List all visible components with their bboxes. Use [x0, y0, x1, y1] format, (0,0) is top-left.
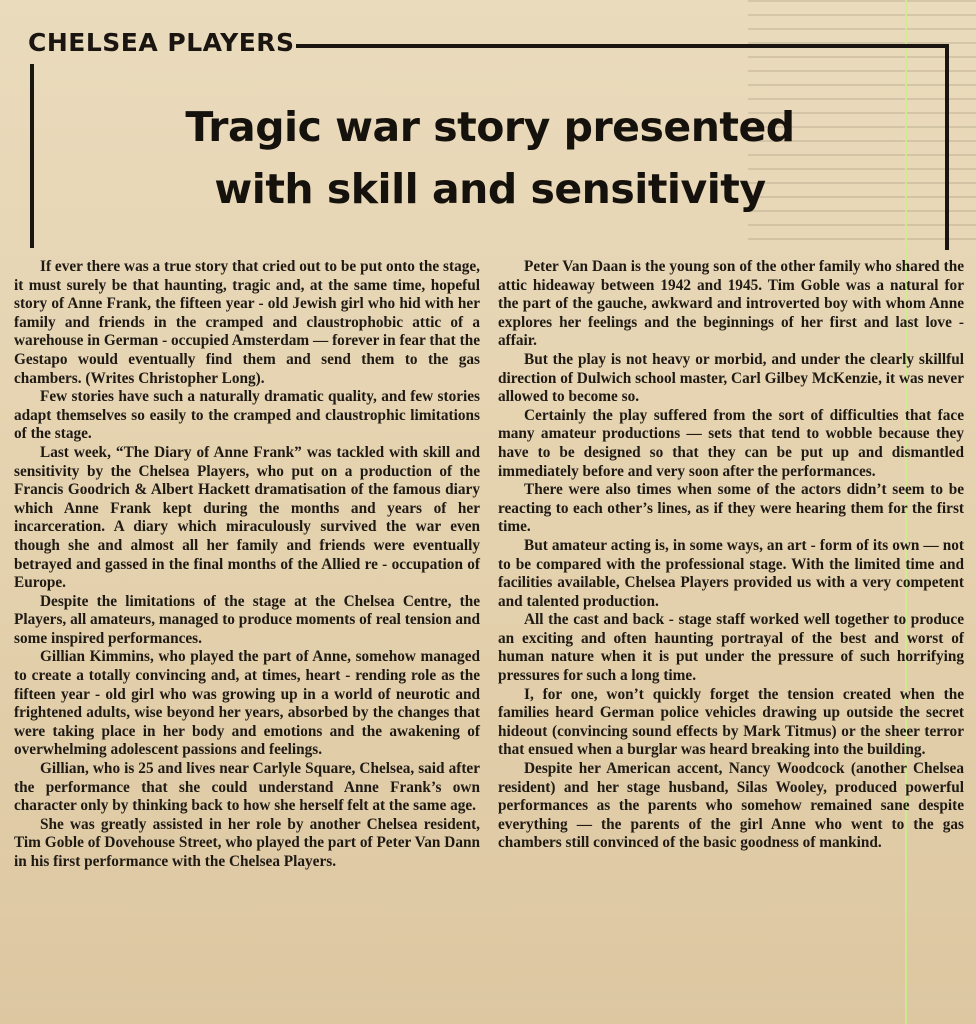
paragraph: Despite the limitations of the stage at the Chelsea Centre, the Players, all amateurs, managed to produce moments of real tension and some inspired performances. [14, 592, 480, 647]
paragraph: There were also times when some of the actors didn’t seem to be reacting to each other’s lines, as if they were hearing them for the first time. [498, 481, 964, 536]
paragraph: But the play is not heavy or morbid, and under the clearly skillful direction of Dulwich school master, Carl Gilbey McKenzie, it was never allowed to become so. [498, 350, 964, 406]
headline-line-2: with skill and sensitivity [214, 165, 766, 213]
headline-box-right-rule [945, 44, 949, 250]
headline-box-top-rule [296, 44, 948, 48]
headline-box-left-rule [30, 64, 34, 248]
paragraph: Last week, “The Diary of Anne Frank” was tackled with skill and sensitivity by the Chelsea Players, who put on a production of the Francis Goodrich & Albert Hackett dramatisation of the famous diary which Anne Frank kept during the months and years of her incarceration. A diary which miraculously survived the war even though she and almost all her family and friends were eventually betrayed and gassed in the final months of the Allied re - occupation of Europe. [14, 443, 480, 592]
paragraph: But amateur acting is, in some ways, an art - form of its own — not to be compared with the professional stage. With the limited time and facilities available, Chelsea Players provided us with a very competent and talented production. [498, 536, 964, 610]
paragraph: All the cast and back - stage staff worked well together to produce an exciting and often haunting portrayal of the best and worst of human nature when it is put under the pressure of such horrifying pressures for such a long time. [498, 611, 964, 685]
paragraph: Despite her American accent, Nancy Woodcock (another Chelsea resident) and her stage husband, Silas Wooley, produced powerful performances as the parents who somehow remained sane despite everything — the parents of the girl Anne who went to the gas chambers still convinced of the basic goodness of mankind. [498, 760, 964, 852]
paragraph: I, for one, won’t quickly forget the tension created when the families heard German police vehicles drawing up outside the secret hideout (convincing sound effects by Mark Titmus) or the sheer terror that ensued when a burglar was heard breaking into the building. [498, 685, 964, 759]
paragraph: She was greatly assisted in her role by another Chelsea resident, Tim Goble of Dovehouse Street, who played the part of Peter Van Dann in his first performance with the Chelsea Players. [14, 815, 480, 870]
headline-line-1: Tragic war story presented [185, 103, 795, 151]
paragraph: Peter Van Daan is the young son of the other family who shared the attic hideaway between 1942 and 1945. Tim Goble was a natural for the part of the gauche, awkward and introverted boy with whom Anne explores her feelings and the beginnings of her first and last love - affair. [498, 258, 964, 350]
paragraph: Gillian Kimmins, who played the part of Anne, somehow managed to create a totally convincing and, at times, heart - rending role as the fifteen year - old girl who was growing up in a world of neurotic and frightened adults, wise beyond her years, absorbed by the changes that were taking place in her body and emotions and the awakening of overwhelming adolescent passions and feelings. [14, 648, 480, 759]
article-headline [120, 96, 860, 220]
article-column-left [14, 258, 480, 872]
paragraph: If ever there was a true story that cried out to be put onto the stage, it must surely be that haunting, tragic and, at the same time, hopeful story of Anne Frank, the fifteen year - old Jewish girl who hid with her family and friends in the cramped and claustrophobic attic of a warehouse in German - occupied Amsterdam — forever in fear that the Gestapo would eventually find them and send them to the gas chambers. (Writes Christopher Long). [14, 258, 480, 387]
paragraph: Few stories have such a naturally dramatic quality, and few stories adapt themselves so easily to the cramped and claustrophic limitations of the stage. [14, 388, 480, 443]
article-column-right [498, 258, 964, 853]
section-kicker: CHELSEA PLAYERS [28, 28, 295, 57]
paragraph: Gillian, who is 25 and lives near Carlyle Square, Chelsea, said after the performance that she could understand Anne Frank’s own character only by thinking back to how she herself felt at the same age. [14, 760, 480, 815]
paragraph: Certainly the play suffered from the sort of difficulties that face many amateur productions — sets that tend to wobble because they have to be designed so that they can be put up and dismantled immediately before and very soon after the performances. [498, 406, 964, 480]
